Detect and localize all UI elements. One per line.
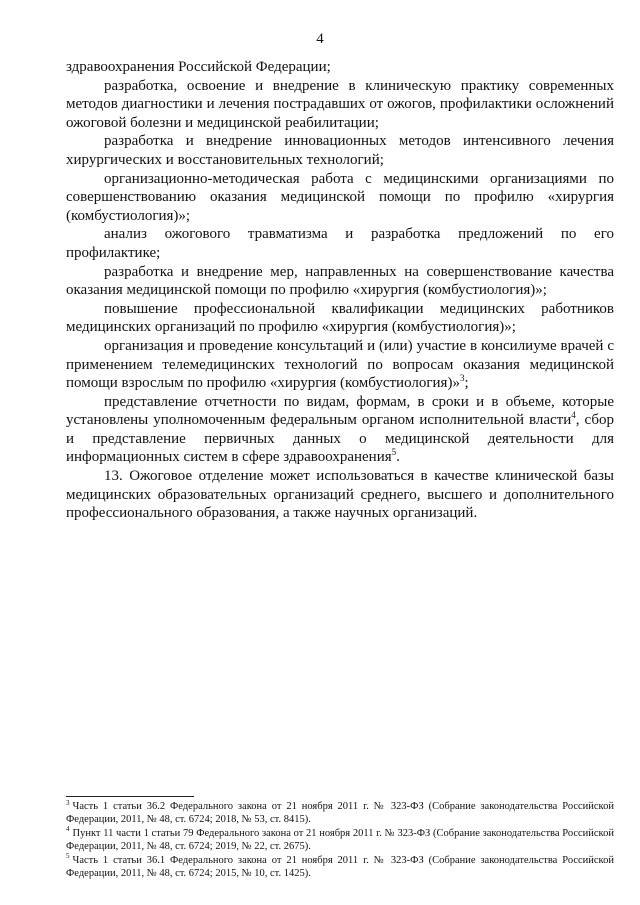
paragraph-6: разработка и внедрение мер, направленных на совершенствование качества оказания медицинской помощи по профилю «хирургия (комбустиология)»; (66, 263, 614, 299)
paragraph-9 (66, 393, 614, 467)
paragraph-5: анализ ожогового травматизма и разработка предложений по его профилактике; (66, 226, 614, 261)
paragraph-9-middle: , сбор и представление первичных данных о медицинской деятельности для информационных систем в сфере здравоохранения (66, 412, 614, 466)
footnote-text: Пункт 11 части 1 статьи 79 Федерального закона от 21 ноября 2011 г. № 323-ФЗ (Собрание законодательства Российской Федерации, 2011, № 48, ст. 6724; 2019, № 22, ст. 2675). (66, 827, 614, 853)
page-number: 4 (316, 31, 324, 47)
paragraph-8-text: организация и проведение консультаций и (или) участие в консилиуме врачей с применением телемедицинских технологий по вопросам оказания медицинской помощи взрослым по профилю «хирургия (комбустиология)» (66, 337, 614, 392)
paragraph-9-text: представление отчетности по видам, формам, в сроки и в объеме, которые установлены уполномоченным федеральным органом исполнительной власти (66, 393, 614, 429)
footnote-ref-4: 4 (571, 410, 576, 421)
footnote-divider (66, 796, 194, 797)
footnote-text: Часть 1 статьи 36.1 Федерального закона от 21 ноября 2011 г. № 323-ФЗ (Собрание законодательства Российской Федерации, 2011, № 48, ст. 6724; 2015, № 10, ст. 1425). (66, 854, 614, 880)
paragraph-3: разработка и внедрение инновационных методов интенсивного лечения хирургических и восстановительных технологий; (66, 133, 614, 168)
paragraph-10: 13. Ожоговое отделение может использоваться в качестве клинической базы медицинских образовательных организаций среднего, высшего и дополнительного профессионального образования, а также научных организаций. (66, 468, 614, 522)
footnote-mark: 3 (66, 798, 70, 807)
footnote-text: Часть 1 статьи 36.2 Федерального закона от 21 ноября 2011 г. № 323-ФЗ (Собрание законодательства Российской Федерации, 2011, № 48, ст. 6724; 2018, № 53, ст. 8415). (66, 801, 614, 826)
paragraph-1: здравоохранения Российской Федерации; (66, 59, 331, 75)
paragraph-4: организационно-методическая работа с медицинскими организациями по совершенствованию оказания медицинской помощи по профилю «хирургия (комбустиология)»; (66, 170, 614, 224)
footnotes (66, 800, 614, 880)
footnote-4 (66, 827, 614, 854)
body-text (66, 58, 614, 523)
footnote-ref-3: 3 (459, 373, 465, 384)
paragraph-7: повышение профессиональной квалификации медицинских работников медицинских организаций по профилю «хирургия (комбустиология)»; (66, 300, 614, 336)
paragraph-8-end: ; (464, 375, 469, 392)
footnote-ref-5: 5 (391, 447, 397, 458)
paragraph-8 (66, 337, 614, 393)
footnote-5 (66, 854, 614, 881)
footnote-3 (66, 800, 614, 827)
paragraph-9-end: . (396, 449, 400, 466)
paragraph-2: разработка, освоение и внедрение в клиническую практику современных методов диагностики и лечения пострадавших от ожогов, профилактики осложнений ожоговой болезни и медицинской реабилитации; (66, 77, 614, 131)
footnote-mark: 5 (66, 852, 70, 861)
footnote-mark: 4 (66, 825, 70, 834)
